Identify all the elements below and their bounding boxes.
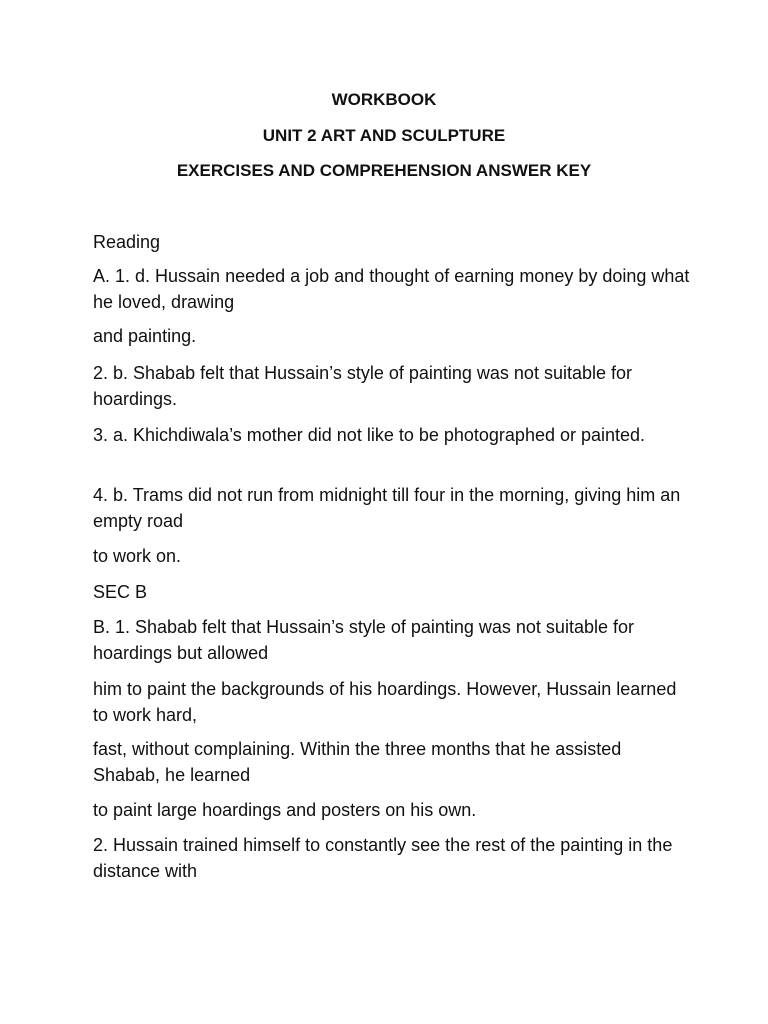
title-unit: UNIT 2 ART AND SCULPTURE <box>262 126 506 145</box>
answer-a1-line1: A. 1. d. Hussain needed a job and thought of earning money by doing what he loved, drawing <box>93 266 690 312</box>
answer-a3: 3. a. Khichdiwala’s mother did not like to be photographed or painted. <box>93 425 646 445</box>
answer-b1-line2: him to paint the backgrounds of his hoardings. However, Hussain learned to work hard, <box>93 679 677 725</box>
section-sec-b: SEC B <box>93 582 148 602</box>
title-answer-key: EXERCISES AND COMPREHENSION ANSWER KEY <box>176 161 592 180</box>
answer-b1-line3: fast, without complaining. Within the three months that he assisted Shabab, he learned <box>93 739 622 785</box>
answer-a4-line1: 4. b. Trams did not run from midnight till four in the morning, giving him an empty road <box>93 485 681 531</box>
answer-a1-line2: and painting. <box>93 326 197 346</box>
answer-b2-line1: 2. Hussain trained himself to constantly see the rest of the painting in the distance with <box>93 835 673 881</box>
answer-b1-line4: to paint large hoardings and posters on his own. <box>93 800 477 820</box>
answer-a2: 2. b. Shabab felt that Hussain’s style of painting was not suitable for hoardings. <box>93 363 632 409</box>
answer-a4-line2: to work on. <box>93 546 182 566</box>
title-workbook: WORKBOOK <box>331 90 437 109</box>
answer-b1-line1: B. 1. Shabab felt that Hussain’s style of painting was not suitable for hoardings but allowed <box>93 617 634 663</box>
section-reading: Reading <box>93 232 161 252</box>
